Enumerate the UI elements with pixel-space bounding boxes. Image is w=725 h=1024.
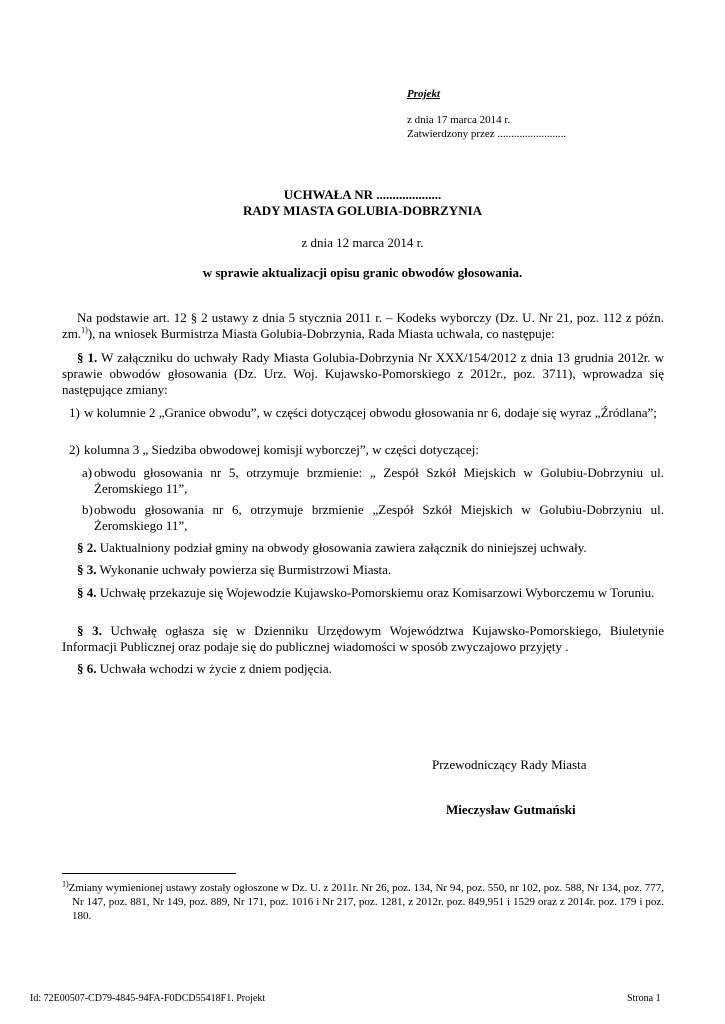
footnote-reference: 1) — [81, 325, 88, 335]
item-2-text: kolumna 3 „ Siedziba obwodowej komisji wyborczej”, w części dotyczącej: — [84, 442, 479, 457]
item-2a-text: obwodu głosowania nr 5, otrzymuje brzmienie: „ Zespół Szkół Miejskich w Golubiu-Dobrzyniu ul. Żeromskiego 11”, — [94, 465, 664, 496]
section-6-label: § 6. — [77, 661, 97, 676]
resolution-date: z dnia 12 marca 2014 r. — [301, 235, 424, 250]
preamble-text-after: ), na wniosek Burmistrza Miasta Golubia-Dobrzynia, Rada Miasta uchwala, co następuje: — [87, 326, 555, 341]
section-3a-text: Wykonanie uchwały powierza się Burmistrzowi Miasta. — [96, 562, 392, 577]
chair-name: Mieczysław Gutmański — [446, 802, 576, 817]
item-2a-letter: a) — [82, 465, 93, 480]
project-label: Projekt — [407, 88, 440, 100]
footnote — [62, 881, 664, 923]
document-id: Id: 72E00507-CD79-4845-94FA-F0DCD55418F1. Projekt — [30, 993, 266, 1004]
footnote-text: Zmiany wymienionej ustawy zostały ogłoszone w Dz. U. z 2011r. Nr 26, poz. 134, Nr 94, poz. 550, nr 102, poz. 588, Nr 134, poz. 777, Nr 147, poz. 881, Nr 149, poz. 889, Nr 171, poz. 1016 i Nr 217, poz. 1281, z 2012r. poz. 849,951 i 1529 oraz z 2014r. poz. 179 i poz. 180. — [68, 882, 664, 922]
section-4 — [62, 585, 664, 601]
resolution-number: UCHWAŁA NR .................... — [283, 187, 442, 202]
item-1-text: w kolumnie 2 „Granice obwodu”, w części dotyczącej obwodu głosowania nr 6, dodaje się wyraz „Źródlana”; — [84, 405, 657, 420]
section-3-execution — [62, 562, 664, 578]
section-3b-text: Uchwałę ogłasza się w Dzienniku Urzędowym Województwa Kujawsko-Pomorskiego, Biuletynie Informacji Publicznej oraz podaje się do publicznej wiadomości w sposób zwyczajowo przyjęty . — [62, 623, 665, 654]
approved-by-line: Zatwierdzony przez ......................... — [407, 128, 567, 140]
section-1-label: § 1. — [77, 350, 98, 365]
item-2-number: 2) — [69, 442, 80, 457]
draft-date: z dnia 17 marca 2014 r. — [407, 114, 511, 126]
section-6 — [62, 661, 664, 677]
section-3b-label: § 3. — [77, 623, 102, 638]
section-4-label: § 4. — [77, 585, 97, 600]
council-name: RADY MIASTA GOLUBIA-DOBRZYNIA — [242, 203, 483, 218]
section-3a-label: § 3. — [77, 562, 97, 577]
footnote-separator — [62, 873, 236, 874]
section-1 — [62, 350, 664, 398]
chair-title: Przewodniczący Rady Miasta — [432, 757, 587, 772]
preamble — [62, 310, 664, 342]
item-2b-text: obwodu głosowania nr 6, otrzymuje brzmienie „Zespół Szkół Miejskich w Golubiu-Dobrzyniu ul. Żeromskiego 11”, — [94, 502, 664, 533]
section-4-text: Uchwałę przekazuje się Wojewodzie Kujawsko-Pomorskiemu oraz Komisarzowi Wyborczemu w Toruniu. — [96, 585, 655, 600]
section-2-label: § 2. — [77, 540, 97, 555]
section-1-text: W załączniku do uchwały Rady Miasta Golubia-Dobrzynia Nr XXX/154/2012 z dnia 13 grudnia 2012r. w sprawie obwodów głosowania (Dz. Urz. Woj. Kujawsko-Pomorskiego z 2012r., poz. 3711), wprowadza się następujące zmiany: — [62, 350, 664, 397]
resolution-subject: w sprawie aktualizacji opisu granic obwodów głosowania. — [202, 265, 523, 280]
preamble-text-before: Na podstawie art. 12 § 2 ustawy z dnia 5 stycznia 2011 r. – Kodeks wyborczy (Dz. U. Nr 21, poz. 112 z późn. zm. — [62, 310, 664, 341]
page-number: Strona 1 — [627, 993, 661, 1004]
item-2b-letter: b) — [82, 502, 93, 517]
section-2-text: Uaktualniony podział gminy na obwody głosowania zawiera załącznik do niniejszej uchwały. — [96, 540, 587, 555]
section-3-publication — [62, 623, 664, 655]
section-6-text: Uchwała wchodzi w życie z dniem podjęcia. — [96, 661, 332, 676]
footnote-marker: 1) — [62, 879, 69, 889]
item-1-number: 1) — [69, 405, 80, 420]
section-2 — [62, 540, 664, 556]
